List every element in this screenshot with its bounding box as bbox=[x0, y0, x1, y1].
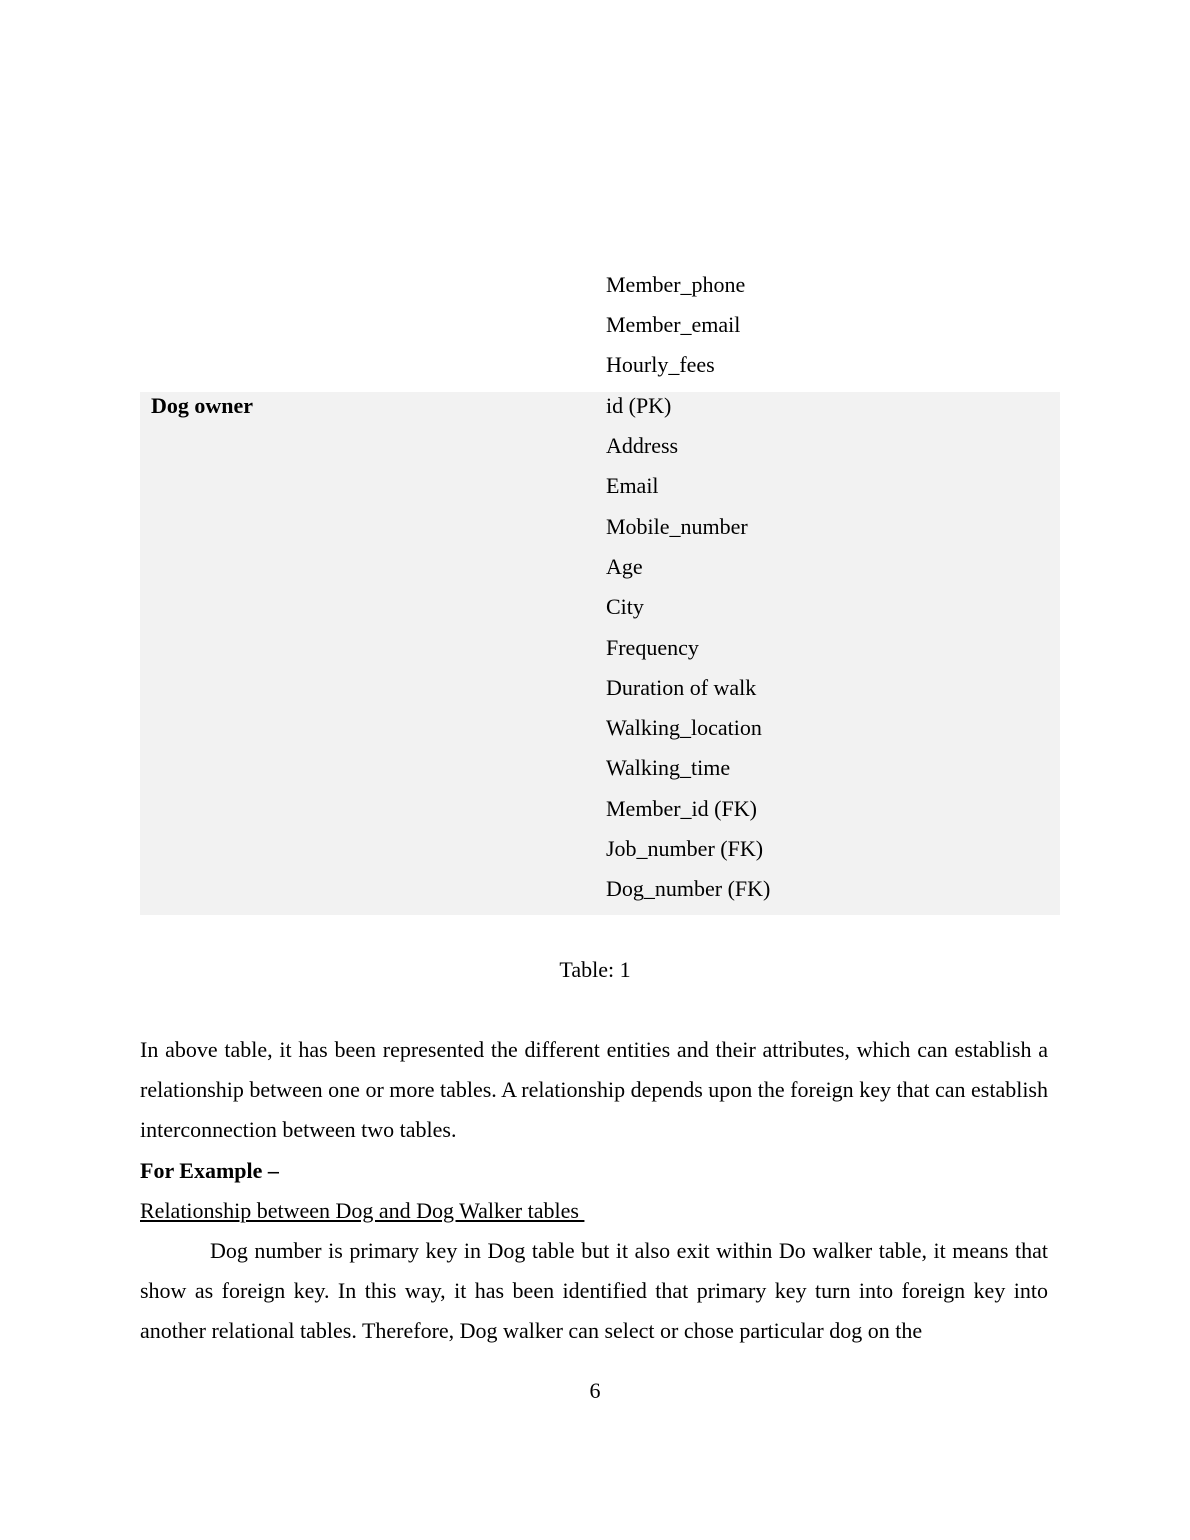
attribute-city: City bbox=[606, 594, 644, 619]
attribute-member-id: Member_id (FK) bbox=[606, 796, 757, 821]
attribute-member-email: Member_email bbox=[606, 312, 741, 337]
page-number: 6 bbox=[589, 1378, 601, 1403]
attribute-member-phone: Member_phone bbox=[606, 272, 746, 297]
dog-owner-row bbox=[140, 392, 1060, 915]
attribute-dog-number: Dog_number (FK) bbox=[606, 876, 771, 901]
table-caption: Table: 1 bbox=[559, 957, 631, 982]
attribute-age: Age bbox=[606, 554, 643, 579]
example-subheading: Relationship between Dog and Dog Walker tables bbox=[140, 1198, 585, 1223]
attribute-id: id (PK) bbox=[606, 393, 672, 418]
attribute-duration-of-walk: Duration of walk bbox=[606, 675, 757, 700]
example-heading: For Example – bbox=[140, 1158, 279, 1183]
attribute-walking-location: Walking_location bbox=[606, 715, 762, 740]
attribute-frequency: Frequency bbox=[606, 635, 699, 660]
entity-name-dog-owner: Dog owner bbox=[151, 393, 254, 418]
attribute-email: Email bbox=[606, 473, 659, 498]
attribute-walking-time: Walking_time bbox=[606, 755, 731, 780]
attribute-mobile-number: Mobile_number bbox=[606, 514, 748, 539]
attribute-job-number: Job_number (FK) bbox=[606, 836, 764, 861]
body-paragraph-1: In above table, it has been represented the different entities and their attributes, which can establish a relationship between one or more tables. A relationship depends upon the foreign key that can establish interconnection between two tables. bbox=[140, 1037, 1048, 1143]
attribute-hourly-fees: Hourly_fees bbox=[606, 352, 715, 377]
attribute-address: Address bbox=[606, 433, 679, 458]
body-paragraph-2: Dog number is primary key in Dog table but it also exit within Do walker table, it means that show as foreign key. In this way, it has been identified that primary key turn into foreign key into another relational tables. Therefore, Dog walker can select or chose particular dog on the bbox=[140, 1238, 1048, 1344]
